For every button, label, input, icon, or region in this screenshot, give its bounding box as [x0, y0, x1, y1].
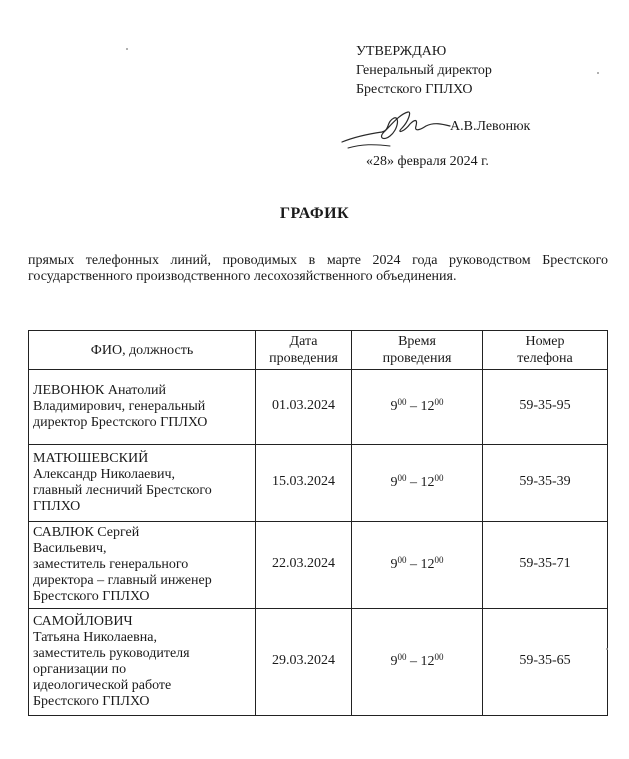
cell-name: МАТЮШЕВСКИЙ Александр Николаевич, главный лесничий Брестского ГПЛХО — [29, 445, 256, 522]
cell-time: $9^{00} - 12^{00}$ — [352, 370, 483, 445]
table-row — [29, 522, 608, 609]
approval-date: «28» февраля 2024 г. — [366, 154, 489, 169]
header-name: ФИО, должность — [29, 331, 256, 370]
cell-time: $9^{00} - 12^{00}$ — [352, 609, 483, 716]
cell-name: САМОЙЛОВИЧ Татьяна Николаевна, заместитель руководителя организации по идеологической работе Брестского ГПЛХО — [29, 609, 256, 716]
document-title: ГРАФИК — [279, 205, 350, 222]
cell-phone: 59-35-71 — [483, 522, 608, 609]
cell-phone: 59-35-39 — [483, 445, 608, 522]
cell-name: САВЛЮК Сергей Васильевич, заместитель генерального директора – главный инженер Брестского ГПЛХО — [29, 522, 256, 609]
document-subtitle: прямых телефонных линий, проводимых в марте 2024 года руководством Брестского государственного производственного лесохозяйственного объединения. — [28, 253, 608, 284]
cell-phone: 59-35-65 — [483, 609, 608, 716]
signatory-name: А.В.Левонюк — [450, 119, 531, 134]
scan-speck — [126, 48, 128, 50]
cell-date: 22.03.2024 — [256, 522, 352, 609]
approval-heading: УТВЕРЖДАЮ — [356, 44, 447, 59]
cell-date: 29.03.2024 — [256, 609, 352, 716]
signature-row — [338, 108, 558, 158]
cell-date: 15.03.2024 — [256, 445, 352, 522]
cell-phone: 59-35-95 — [483, 370, 608, 445]
table-header-row — [29, 331, 608, 370]
scan-speck — [606, 648, 608, 650]
approval-block — [356, 42, 492, 99]
schedule-table — [28, 330, 608, 716]
table-row — [29, 609, 608, 716]
header-phone: Номер телефона — [483, 331, 608, 370]
header-date: Дата проведения — [256, 331, 352, 370]
cell-name: ЛЕВОНЮК Анатолий Владимирович, генеральный директор Брестского ГПЛХО — [29, 370, 256, 445]
header-time: Время проведения — [352, 331, 483, 370]
scan-speck — [597, 72, 599, 74]
cell-date: 01.03.2024 — [256, 370, 352, 445]
approval-position: Генеральный директор — [356, 63, 492, 78]
cell-time: $9^{00} - 12^{00}$ — [352, 445, 483, 522]
cell-time: $9^{00} - 12^{00}$ — [352, 522, 483, 609]
table-row — [29, 370, 608, 445]
approval-organization: Брестского ГПЛХО — [356, 82, 473, 97]
table-row — [29, 445, 608, 522]
signature-icon — [338, 108, 468, 158]
